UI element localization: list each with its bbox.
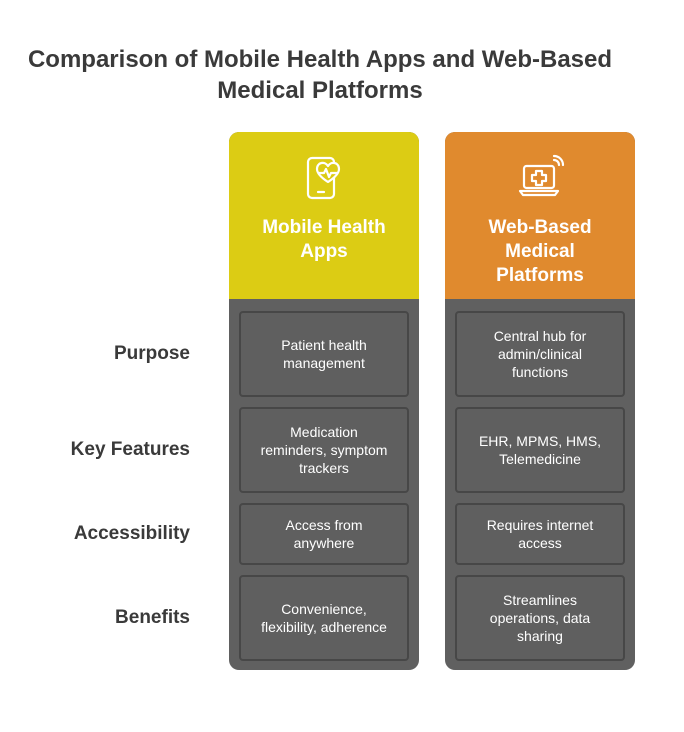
column-title-web-based-medical-platforms <box>455 216 625 288</box>
column-title-line: Mobile Health <box>262 217 386 238</box>
row-label-purpose: Purpose <box>113 343 190 364</box>
cell-line: sharing <box>517 628 563 644</box>
cell-line: reminders, symptom <box>260 442 388 458</box>
cell-web-accessibility <box>455 503 625 565</box>
column-title-line: Web-Based <box>488 217 592 238</box>
column-header-mobile-health-apps <box>229 132 419 299</box>
phone-heart-icon <box>298 152 350 204</box>
cell-web-benefits <box>455 575 625 661</box>
cell-line: trackers <box>299 460 349 476</box>
column-header-web-based-medical-platforms <box>445 132 635 299</box>
cell-line: Access from <box>285 517 363 533</box>
column-mobile-health-apps <box>229 132 419 670</box>
row-label-accessibility: Accessibility <box>73 523 190 544</box>
cell-line: operations, data <box>489 610 591 626</box>
cell-line: Telemedicine <box>499 451 581 467</box>
laptop-medical-icon <box>514 152 566 204</box>
cell-line: functions <box>511 364 569 380</box>
column-title-line: Platforms <box>496 265 584 286</box>
cell-line: Streamlines <box>503 592 577 608</box>
cell-mobile-accessibility <box>239 503 409 565</box>
cell-line: EHR, MPMS, HMS, <box>478 433 602 449</box>
column-title-mobile-health-apps <box>239 216 409 264</box>
cell-mobile-benefits <box>239 575 409 661</box>
cell-line: Convenience, <box>281 601 367 617</box>
cell-line: Medication <box>290 424 358 440</box>
column-web-based-medical-platforms <box>445 132 635 670</box>
cell-line: Requires internet <box>486 517 594 533</box>
cell-web-key-features <box>455 407 625 493</box>
cell-line: Patient health <box>281 337 367 353</box>
cell-line: management <box>283 355 365 371</box>
page-title <box>20 44 620 106</box>
column-title-line: Medical <box>505 241 575 262</box>
cell-web-purpose <box>455 311 625 397</box>
row-label-key-features: Key Features <box>70 439 190 460</box>
cell-line: admin/clinical <box>497 346 583 362</box>
row-label-benefits: Benefits <box>115 607 190 628</box>
cell-mobile-purpose <box>239 311 409 397</box>
title-line-1: Comparison of Mobile Health Apps and Web-Based <box>27 46 613 73</box>
title-line-2: Medical Platforms <box>217 77 423 104</box>
cell-line: Central hub for <box>493 328 587 344</box>
column-title-line: Apps <box>300 241 348 262</box>
cell-line: anywhere <box>293 535 355 551</box>
cell-line: access <box>518 535 562 551</box>
cell-line: flexibility, adherence <box>261 619 387 635</box>
cell-mobile-key-features <box>239 407 409 493</box>
